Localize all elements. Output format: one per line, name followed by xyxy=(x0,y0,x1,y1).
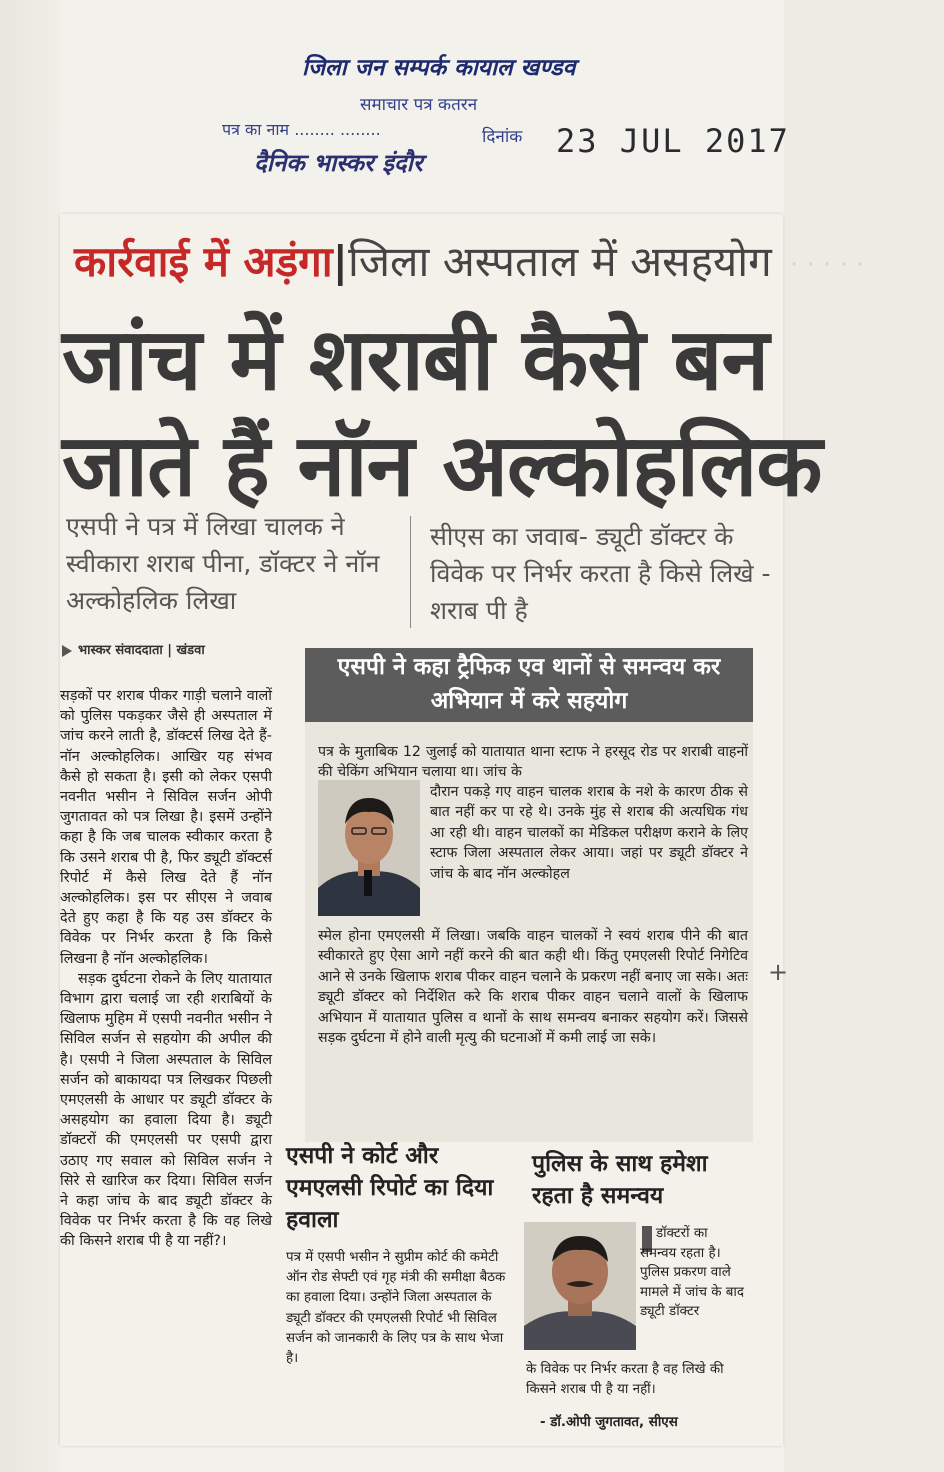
stamp-date: 23 JUL 2017 xyxy=(556,122,790,160)
left-column-paragraph-2: सड़क दुर्घटना रोकने के लिए यातायात विभाग द्वारा चलाई जा रही शराबियों के खिलाफ मुहिम में एसपी नवनीत भसीन ने सिविल सर्जन से सहयोग की अपील की है। एसपी ने जिला अस्पताल के सिविल सर्जन को बाकायदा पत्र लिखकर पिछली एमएलसी के आधार पर ड्यूटी डॉक्टर के असहयोग का हवाला दिया है। ड्यूटी डॉक्टरों की एमएलसी पर एसपी द्वारा उठाए गए सवाल को सिविल सर्जन ने सिरे से खारिज कर दिया। सिविल सर्जन ने कहा जांच के बाद ड्यूटी डॉक्टर के विवेक पर निर्भर करता है कि वह लिखे की किसने शराब पी है या नहीं?। xyxy=(60,970,272,1250)
headline-line-2: जाते हैं नॉन अल्कोहलिक xyxy=(62,416,822,516)
box-text-full: स्मेल होना एमएलसी में लिखा। जबकि वाहन चालकों ने स्वयं शराब पीने की बात स्वीकारते हुए ऐसा आगे नहीं करने की बात कही थी। किंतु एमएलसी रिपोर्ट निगेटिव आने से उनके खिलाफ शराब पीकर वाहन चलाने के प्रकरण नहीं बनाए जा सके। अतः ड्यूटी डॉक्टर को निर्देशित करे कि शराब पीकर वाहन चलाने वालों के खिलाफ अभियान में यातायात पुलिस व थानों के साथ समन्वय बनाकर सहयोग करें। जिससे सड़क दुर्घटना में होने वाली मृत्यु की घटनाओं में कमी लाई जा सके। xyxy=(318,928,748,1047)
scan-margin-right xyxy=(784,0,944,1472)
kicker-subtitle: जिला अस्पताल में असहयोग xyxy=(347,237,772,286)
article-kicker xyxy=(74,232,772,289)
stamp-clipping-label: समाचार पत्र कतरन xyxy=(360,95,478,115)
box-text-wrapped: दौरान पकड़े गए वाहन चालक शराब के नशे के कारण ठीक से बात नहीं कर पा रहे थे। उनके मुंह से शराब की अत्यधिक गंध आ रही थी। वाहन चालकों का मेडिकल परीक्षण कराने के लिए स्टाफ जिला अस्पताल लेकर आया। जहां पर ड्यूटी डॉक्टर ने जांच के बाद नॉन अल्कोहल xyxy=(430,784,748,882)
stamp-office-name: जिला जन सम्पर्क कायाल खण्डव xyxy=(302,55,576,81)
byline-arrow-icon xyxy=(62,645,72,657)
kicker-separator: | xyxy=(332,237,348,286)
byline-text: भास्कर संवाददाता | खंडवा xyxy=(78,643,205,658)
left-column xyxy=(60,686,272,1252)
cs-quote-wrapped xyxy=(640,1224,744,1322)
sp-photo xyxy=(318,780,420,916)
deck-divider xyxy=(410,516,411,628)
scan-margin-left xyxy=(0,0,60,1472)
cs-quote-attribution: - डॉ.ओपी जुगतावत, सीएस xyxy=(540,1415,678,1430)
stamp-paper-name: दैनिक भास्कर इंदौर xyxy=(254,149,423,177)
person-photo-icon xyxy=(318,780,420,916)
stamp-date-label: दिनांक xyxy=(482,127,523,147)
box-text-intro: पत्र के मुताबिक 12 जुलाई को यातायात थाना स्टाफ ने हरसूद रोड पर शराबी वाहनों की चेकिंग अभियान चलाया था। जांच के xyxy=(318,744,748,781)
sub-story-2-heading: पुलिस के साथ हमेशा रहता है समन्वय xyxy=(532,1151,708,1209)
byline xyxy=(62,640,205,658)
crop-mark-icon: + xyxy=(768,958,789,986)
cs-quote-wrapped-text: डॉक्टरों का समन्वय रहता है। पुलिस प्रकरण वाले मामले में जांच के बाद ड्यूटी डॉक्टर xyxy=(640,1226,745,1319)
sub-story-1-heading: एसपी ने कोर्ट और एमएलसी रिपोर्ट का दिया हवाला xyxy=(286,1143,494,1233)
sub-story-1-text: पत्र में एसपी भसीन ने सुप्रीम कोर्ट की कमेटी ऑन रोड सेफ्टी एवं गृह मंत्री की समीक्षा बैठक का हवाला दिया। उन्होंने जिला अस्पताल के ड्यूटी डॉक्टर की एमएलसी रिपोर्ट भी सिविल सर्जन को जानकारी के लिए पत्र के साथ भेजा है। xyxy=(286,1250,506,1367)
cs-photo xyxy=(524,1222,636,1350)
stamp-paper-name-label: पत्र का नाम ........ ........ xyxy=(222,120,381,139)
person-photo-icon xyxy=(524,1222,636,1350)
kicker-label: कार्रवाई में अड़ंगा xyxy=(74,237,333,286)
left-column-paragraph-1: सड़कों पर शराब पीकर गाड़ी चलाने वालों को पुलिस पकड़कर जैसे ही अस्पताल में जांच करने लाती है, डॉक्टर्स लिख देते हैं-नॉन अल्कोहलिक। आखिर यह संभव कैसे हो सकता है। इसी को लेकर एसपी नवनीत भसीन ने सिविल सर्जन ओपी जुगतावत को पत्र लिखा है। इसमें उन्होंने कहा है कि जब चालक स्वीकार करता है कि उसने शराब पी है, फिर ड्यूटी डॉक्टर्स रिपोर्ट में कैसे लिख देते हैं नॉन अल्कोहलिक। इस पर सीएस ने जवाब देते हुए कहा है कि यह उस डॉक्टर के विवेक पर निर्भर करता है कि किसे लिखना है नॉन अल्कोहलिक। xyxy=(60,688,272,967)
deck-right: सीएस का जवाब- ड्यूटी डॉक्टर के विवेक पर निर्भर करता है किसे लिखे - शराब पी है xyxy=(430,522,771,625)
deck-left: एसपी ने पत्र में लिखा चालक ने स्वीकारा शराब पीना, डॉक्टर ने नॉन अल्कोहलिक लिखा xyxy=(66,512,380,615)
headline-line-1: जांच में शराबी कैसे बन xyxy=(62,310,769,410)
cs-quote-full: के विवेक पर निर्भर करता है वह लिखे की किसने शराब पी है या नहीं। xyxy=(526,1362,724,1397)
box-heading: एसपी ने कहा ट्रैफिक एव थानों से समन्वय कर अभियान में करे सहयोग xyxy=(305,648,753,722)
bleed-through-text: · · · · · xyxy=(790,250,865,280)
